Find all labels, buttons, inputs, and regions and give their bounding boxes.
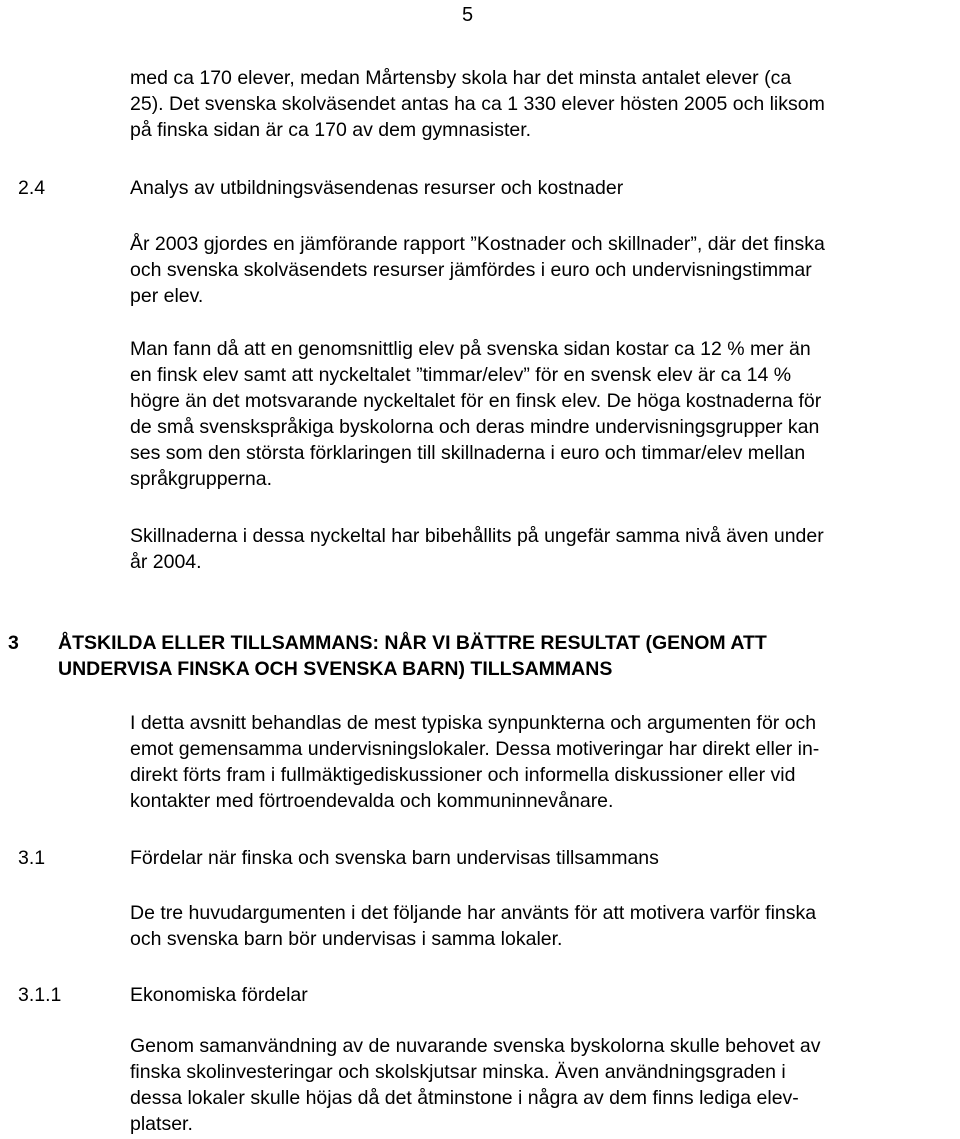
text-line: platser. xyxy=(130,1113,193,1135)
text-line: Genom samanvändning av de nuvarande svenska byskolorna skulle behovet av xyxy=(130,1035,821,1057)
text-line: högre än det motsvarande nyckeltalet för en finsk elev. De höga kostnaderna för xyxy=(130,390,822,412)
text-line: de små svenskspråkiga byskolorna och deras mindre undervisningsgrupper kan xyxy=(130,416,820,438)
section-number: 3.1.1 xyxy=(18,984,62,1006)
text-line: på finska sidan är ca 170 av dem gymnasister. xyxy=(130,119,532,141)
text-line: År 2003 gjordes en jämförande rapport ”Kostnader och skillnader”, där det finska xyxy=(130,233,825,255)
section-title: Ekonomiska fördelar xyxy=(130,984,308,1006)
chapter-title xyxy=(58,630,958,682)
text-line: kontakter med förtroendevalda och kommuninnevånare. xyxy=(130,790,614,812)
section-title: Analys av utbildningsväsendenas resurser och kostnader xyxy=(130,177,624,199)
text-line: ses som den största förklaringen till skillnaderna i euro och timmar/elev mellan xyxy=(130,442,806,464)
text-line: per elev. xyxy=(130,285,204,307)
text-line: en finsk elev samt att nyckeltalet ”timmar/elev” för en svensk elev är ca 14 % xyxy=(130,364,792,386)
section-title: Fördelar när finska och svenska barn undervisas tillsammans xyxy=(130,847,659,869)
text-line: med ca 170 elever, medan Mårtensby skola har det minsta antalet elever (ca xyxy=(130,67,792,89)
text-line: språkgrupperna. xyxy=(130,468,273,490)
text-line: dessa lokaler skulle höjas då det åtminstone i några av dem finns lediga elev- xyxy=(130,1087,799,1109)
section-2-4-paragraph-1 xyxy=(130,231,960,309)
text-line: De tre huvudargumenten i det följande har använts för att motivera varför finska xyxy=(130,902,817,924)
section-3-1-paragraph-1 xyxy=(130,900,960,952)
text-line: och svenska skolväsendets resurser jämfördes i euro och undervisningstimmar xyxy=(130,259,812,281)
text-line: emot gemensamma undervisningslokaler. Dessa motiveringar har direkt eller in- xyxy=(130,738,820,760)
text-line: Man fann då att en genomsnittlig elev på svenska sidan kostar ca 12 % mer än xyxy=(130,338,811,360)
text-line: Skillnaderna i dessa nyckeltal har bibehållits på ungefär samma nivå även under xyxy=(130,525,824,547)
text-line: 25). Det svenska skolväsendet antas ha ca 1 330 elever hösten 2005 och liksom xyxy=(130,93,825,115)
section-number: 3.1 xyxy=(18,847,46,869)
section-2-4-paragraph-2 xyxy=(130,336,960,492)
section-number: 2.4 xyxy=(18,177,46,199)
chapter-title-line: ÅTSKILDA ELLER TILLSAMMANS: NÅR VI BÄTTRE RESULTAT (GENOM ATT xyxy=(58,632,767,654)
chapter-3-paragraph-1 xyxy=(130,710,960,814)
section-3-1-1-paragraph-1 xyxy=(130,1033,960,1137)
text-line: finska skolinvesteringar och skolskjutsar minska. Även användningsgraden i xyxy=(130,1061,786,1083)
text-line: och svenska barn bör undervisas i samma lokaler. xyxy=(130,928,563,950)
chapter-title-line: UNDERVISA FINSKA OCH SVENSKA BARN) TILLSAMMANS xyxy=(58,658,613,680)
text-line: I detta avsnitt behandlas de mest typiska synpunkterna och argumenten för och xyxy=(130,712,817,734)
section-2-4-paragraph-3 xyxy=(130,523,960,575)
text-line: år 2004. xyxy=(130,551,202,573)
page-number: 5 xyxy=(462,4,474,26)
text-line: direkt förts fram i fullmäktigediskussioner och informella diskussioner eller vid xyxy=(130,764,796,786)
intro-paragraph xyxy=(130,65,960,143)
chapter-number: 3 xyxy=(8,632,19,654)
